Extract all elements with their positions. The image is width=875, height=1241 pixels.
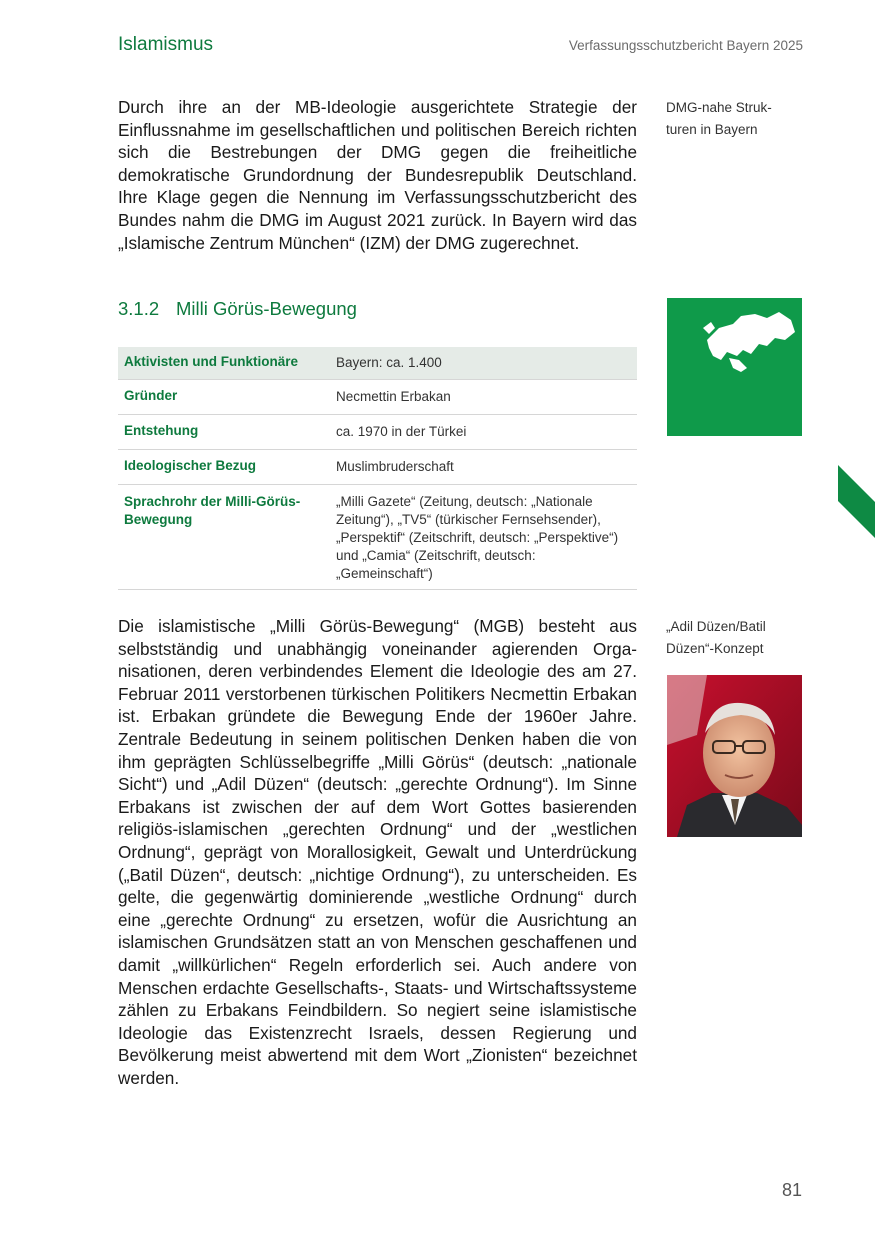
running-header-section: Islamismus: [118, 34, 214, 55]
milli-goerues-emblem-image: [667, 298, 802, 436]
main-paragraph-text: Die islamistische „Milli Görüs-Bewegung“ (MGB) besteht aus selbstständig und unabhängig voneinander agierenden Organisationen, deren verbindendes Element die Ideologie des am 27. Februar 2011 verstorbenen türkischen Politikers Necmettin Erbakan ist. Erbakan gründete die Bewegung Ende der 1960er Jahre. Zentrale Bedeutung in seinem politischen Denken haben die von ihm geprägten Schlüsselbegriffe „Milli Görüs“ (deutsch: „nationale Sicht“) und „Adil Düzen“ (deutsch: „gerechte Ordnung“). Im Sinne Erbakans ist zwischen der auf dem Wort Gottes basierenden religiös-islamischen „gerechten Ordnung“ und der „westlichen Ordnung“, geprägt von Morallosigkeit, Gewalt und Unterdrückung („Batil Düzen“, deutsch: „nichtige Ordnung“), zu unterscheiden. Es gelte, die gegenwärtig dominierende „westliche Ordnung“ durch eine „gerechte Ordnung“ zu ersetzen, wofür die Ausrichtung an islamischen Grundsätzen statt an von Menschen geschaffenen und damit „willkürlichen“ Regeln erforderlich sei. Auch andere von Menschen erdachte Gesellschafts-, Staats- und Wirtschaftssysteme zählen zu Erbakans Feindbildern. So negiert seine islamistische Ideologie das Existenzrecht Israels, dessen Regierung und Bevölkerung meist abwertend mit dem Wort „Zionisten“ bezeichnet werden.: [118, 616, 637, 1088]
running-header-report-title: Verfassungsschutzbericht Bayern 2025: [568, 38, 803, 53]
portrait-photo: [667, 675, 802, 837]
chapter-tab-marker: [838, 465, 875, 538]
fact-label: Aktivisten und Funktionäre: [118, 347, 330, 380]
intro-paragraph-text: Durch ihre an der MB-Ideologie ausgerichtete Strategie der Einflussnahme im gesellschaftlichen und politischen Bereich richten sich die Bestrebungen der DMG gegen die freiheitliche demokratische Grundordnung der Bundesrepublik Deutschland. Ihre Klage gegen die Nennung im Verfassungsschutzbericht des Bundes nahm die DMG im August 2021 zurück. In Bayern wird das „Islamische Zentrum München“ (IZM) der DMG zugerechnet.: [118, 97, 637, 253]
main-paragraph: [118, 615, 637, 1089]
fact-label: Gründer: [118, 380, 330, 415]
page-number: 81: [781, 1180, 802, 1200]
table-row: [118, 450, 637, 485]
fact-value: ca. 1970 in der Türkei: [330, 415, 637, 450]
person-portrait-icon: [667, 675, 802, 837]
section-heading: [118, 298, 357, 320]
section-number: 3.1.2: [118, 298, 160, 319]
table-row: [118, 485, 637, 590]
fact-value: Bayern: ca. 1.400: [330, 347, 637, 380]
fact-label: Sprachrohr der Milli-Görüs-Bewegung: [118, 485, 330, 590]
fact-table: [118, 347, 637, 590]
fact-value: „Milli Gazete“ (Zeitung, deutsch: „Nationale Zeitung“), „TV5“ (türkischer Fernsehsender), „Perspektif“ (Zeitschrift, deutsch: „Perspektive“) und „Camia“ (Zeitschrift, deutsch: „Gemeinschaft“): [330, 485, 637, 590]
section-title-text: Milli Görüs-Bewegung: [176, 298, 357, 319]
margin-note-dmg-structures: DMG-nahe Strukturen in Bayern: [666, 100, 772, 137]
intro-paragraph: [118, 96, 637, 254]
margin-note-adil-duezen-concept: „Adil Düzen/Batil Düzen“-Konzept: [666, 619, 766, 656]
table-row: [118, 347, 637, 380]
fact-label: Ideologischer Bezug: [118, 450, 330, 485]
table-row: [118, 415, 637, 450]
fact-label: Entstehung: [118, 415, 330, 450]
crescent-globe-icon: [667, 298, 802, 436]
fact-value: Muslimbruderschaft: [330, 450, 637, 485]
fact-value: Necmettin Erbakan: [330, 380, 637, 415]
table-row: [118, 380, 637, 415]
